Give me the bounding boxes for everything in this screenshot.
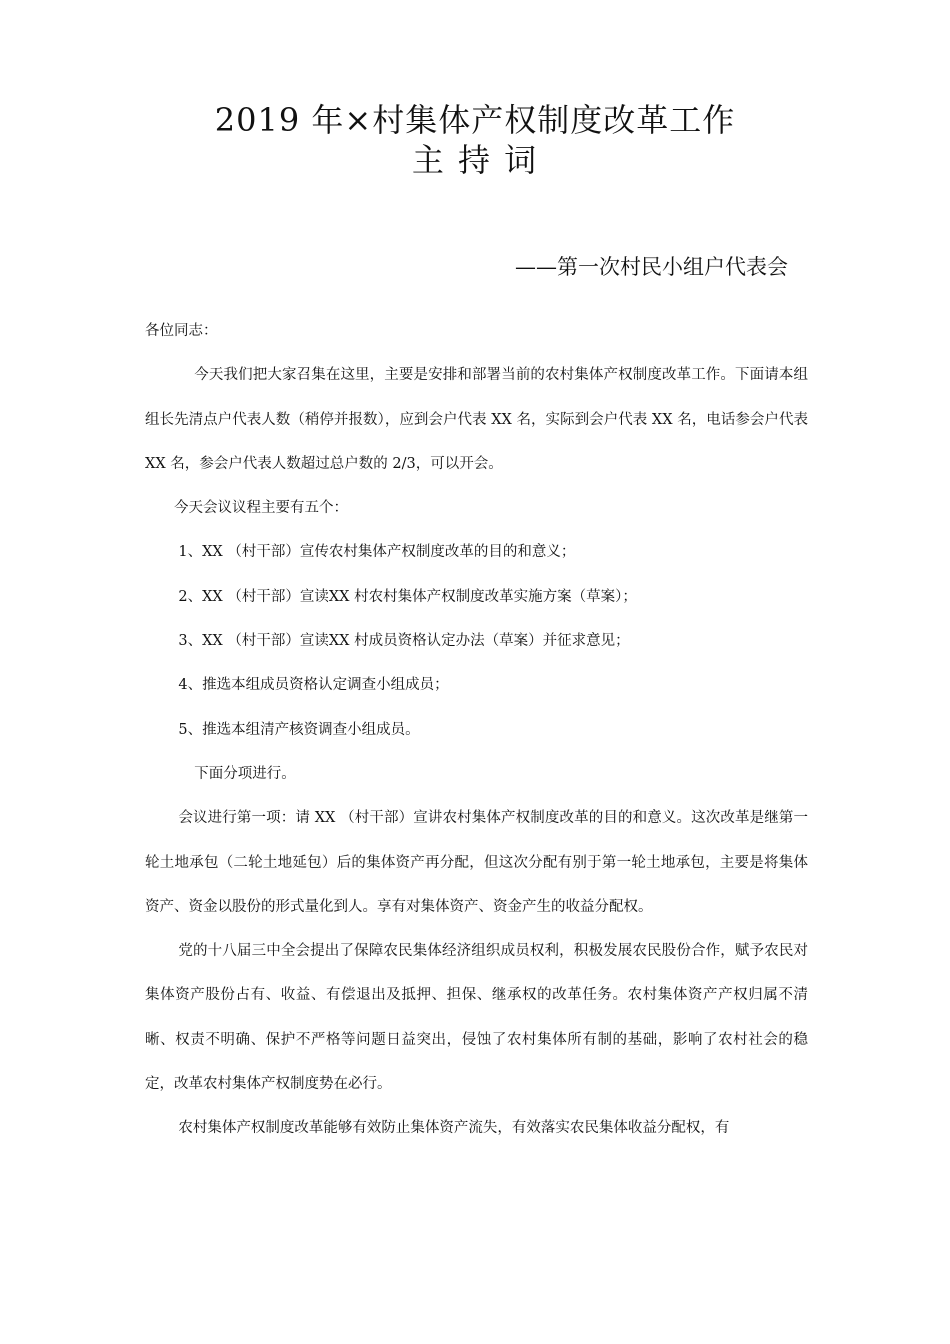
body-paragraph: 农村集体产权制度改革能够有效防止集体资产流失，有效落实农民集体收益分配权，有 <box>178 1120 730 1137</box>
agenda-item: 3、XX （村干部）宣读XX 村成员资格认定办法（草案）并征求意见； <box>178 633 630 650</box>
body-paragraph: 党的十八届三中全会提出了保障农民集体经济组织成员权利，积极发展农民股份合作，赋予农民对集体资产股份占有、收益、有偿退出及抵押、担保、继承权的改革任务。农村集体资产产权归属不清晰、权责不明确、保护不严格等问题日益突出，侵蚀了农村集体所有制的基础，影响了农村社会的稳定，改革农村集体产权制度势在必行。 <box>145 943 808 1093</box>
agenda-item: 5、推选本组清产核资调查小组成员。 <box>178 721 420 738</box>
intro-paragraph: 今天我们把大家召集在这里，主要是安排和部署当前的农村集体产权制度改革工作。下面请本组组长先清点户代表人数（稍停并报数），应到会户代表 XX 名，实际到会户代表 XX 名，电话参会户代表 XX 名，参会户代表人数超过总户数的 2/3，可以开会。 <box>145 367 808 472</box>
agenda-item: 1、XX （村干部）宣传农村集体产权制度改革的目的和意义； <box>178 544 576 561</box>
document-title-line1: 2019 年×村集体产权制度改革工作 <box>214 101 736 139</box>
document-subtitle: ——第一次村民小组户代表会 <box>515 255 788 279</box>
document-body <box>145 309 808 1151</box>
greeting: 各位同志： <box>145 323 218 339</box>
agenda-intro: 今天会议议程主要有五个： <box>174 500 348 517</box>
agenda-item: 2、XX （村干部）宣读XX 村农村集体产权制度改革实施方案（草案）； <box>178 588 637 605</box>
agenda-item: 4、推选本组成员资格认定调查小组成员； <box>178 677 449 694</box>
document-title-line2: 主 持 词 <box>411 141 539 179</box>
body-paragraph: 会议进行第一项：请 XX （村干部）宣讲农村集体产权制度改革的目的和意义。这次改革是继第一轮土地承包（二轮土地延包）后的集体资产再分配，但这次分配有别于第一轮土地承包，主要是将集体资产、资金以股份的形式量化到人。享有对集体资产、资金产生的收益分配权。 <box>145 810 808 915</box>
proceed-line: 下面分项进行。 <box>194 765 296 782</box>
